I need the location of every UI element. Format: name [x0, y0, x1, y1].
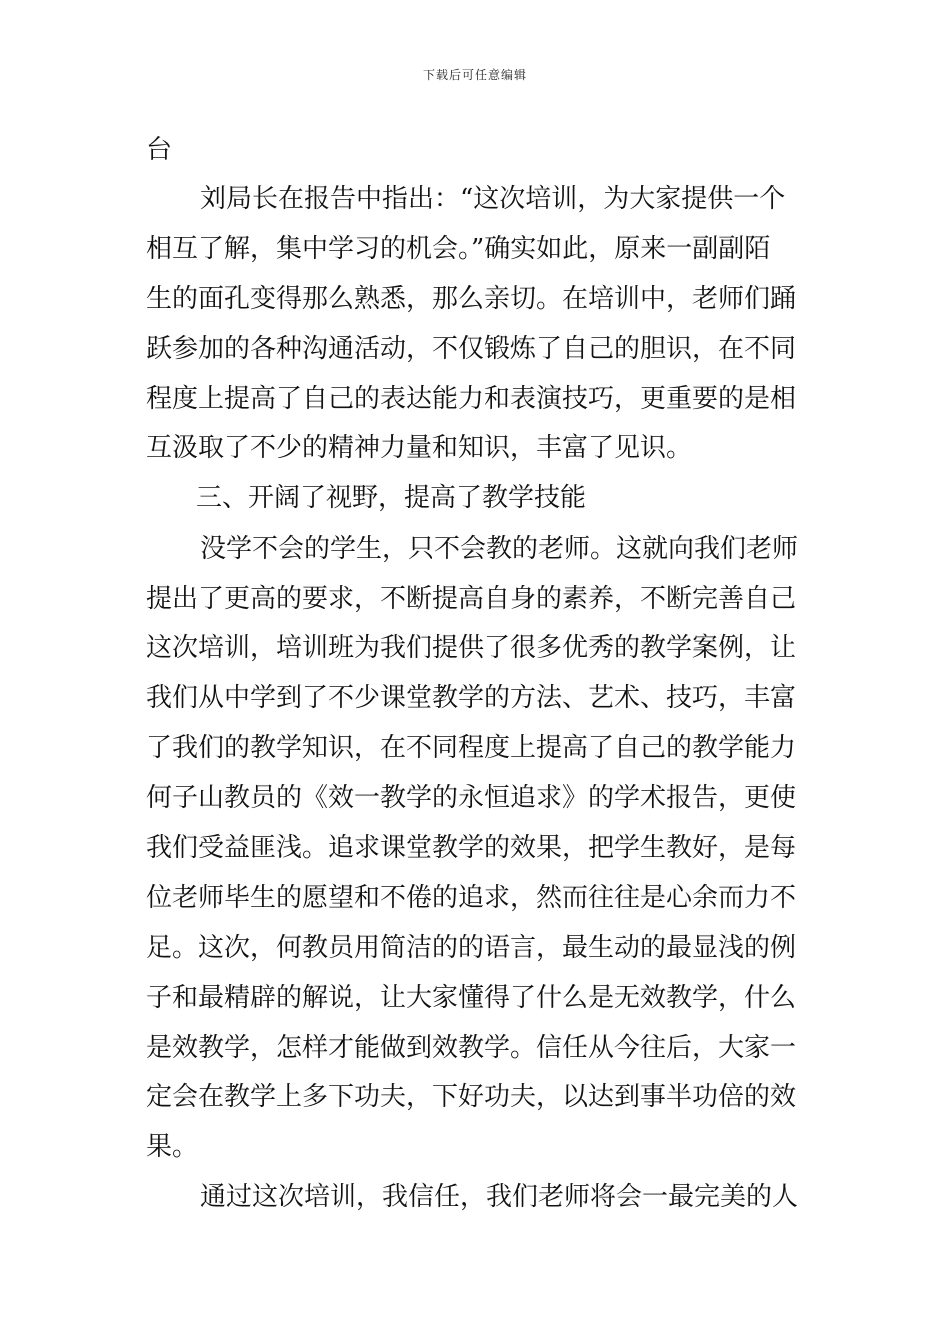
section-heading: 三、开阔了视野，提高了教学技能: [196, 483, 587, 513]
text-line: 定会在教学上多下功夫，下好功夫，以达到事半功倍的效: [146, 1082, 797, 1112]
text-line: 是效教学，怎样才能做到效教学。信任从今往后，大家一: [146, 1033, 797, 1063]
text-line: 了我们的教学知识，在不同程度上提高了自己的教学能力: [146, 733, 797, 763]
text-line: 跃参加的各种沟通活动，不仅锻炼了自己的胆识，在不同: [146, 334, 797, 364]
text-line: 我们受益匪浅。追求课堂教学的效果，把学生教好，是每: [146, 833, 797, 863]
text-line: 足。这次，何教员用简洁的的语言，最生动的最显浅的例: [146, 933, 797, 963]
text-line: 这次培训，培训班为我们提供了很多优秀的教学案例，让: [146, 633, 797, 663]
text-line: 没学不会的学生，只不会教的老师。这就向我们老师: [200, 534, 799, 564]
text-line: 刘局长在报告中指出：“这次培训，为大家提供一个: [200, 184, 786, 214]
text-line: 何子山教员的《效一教学的永恒追求》的学术报告，更使: [146, 783, 797, 813]
text-line: 通过这次培训，我信任，我们老师将会一最完美的人: [200, 1182, 799, 1212]
text-line: 生的面孔变得那么熟悉，那么亲切。在培训中，老师们踊: [146, 284, 797, 314]
text-line: 我们从中学到了不少课堂教学的方法、艺术、技巧，丰富: [146, 683, 797, 713]
text-line: 子和最精辟的解说，让大家懂得了什么是无效教学，什么: [146, 983, 797, 1013]
text-line: 提出了更高的要求，不断提高自身的素养，不断完善自己: [146, 584, 797, 614]
text-line: 位老师毕生的愿望和不倦的追求，然而往往是心余而力不: [146, 883, 797, 913]
page-header-note: 下载后可任意编辑: [422, 68, 527, 82]
text-line: 互汲取了不少的精神力量和知识，丰富了见识。: [146, 433, 693, 463]
text-line: 果。: [146, 1132, 199, 1162]
text-line: 台: [146, 135, 173, 165]
text-line: 程度上提高了自己的表达能力和表演技巧，更重要的是相: [146, 384, 797, 414]
text-line: 相互了解，集中学习的机会。”确实如此，原来一副副陌: [146, 234, 771, 264]
